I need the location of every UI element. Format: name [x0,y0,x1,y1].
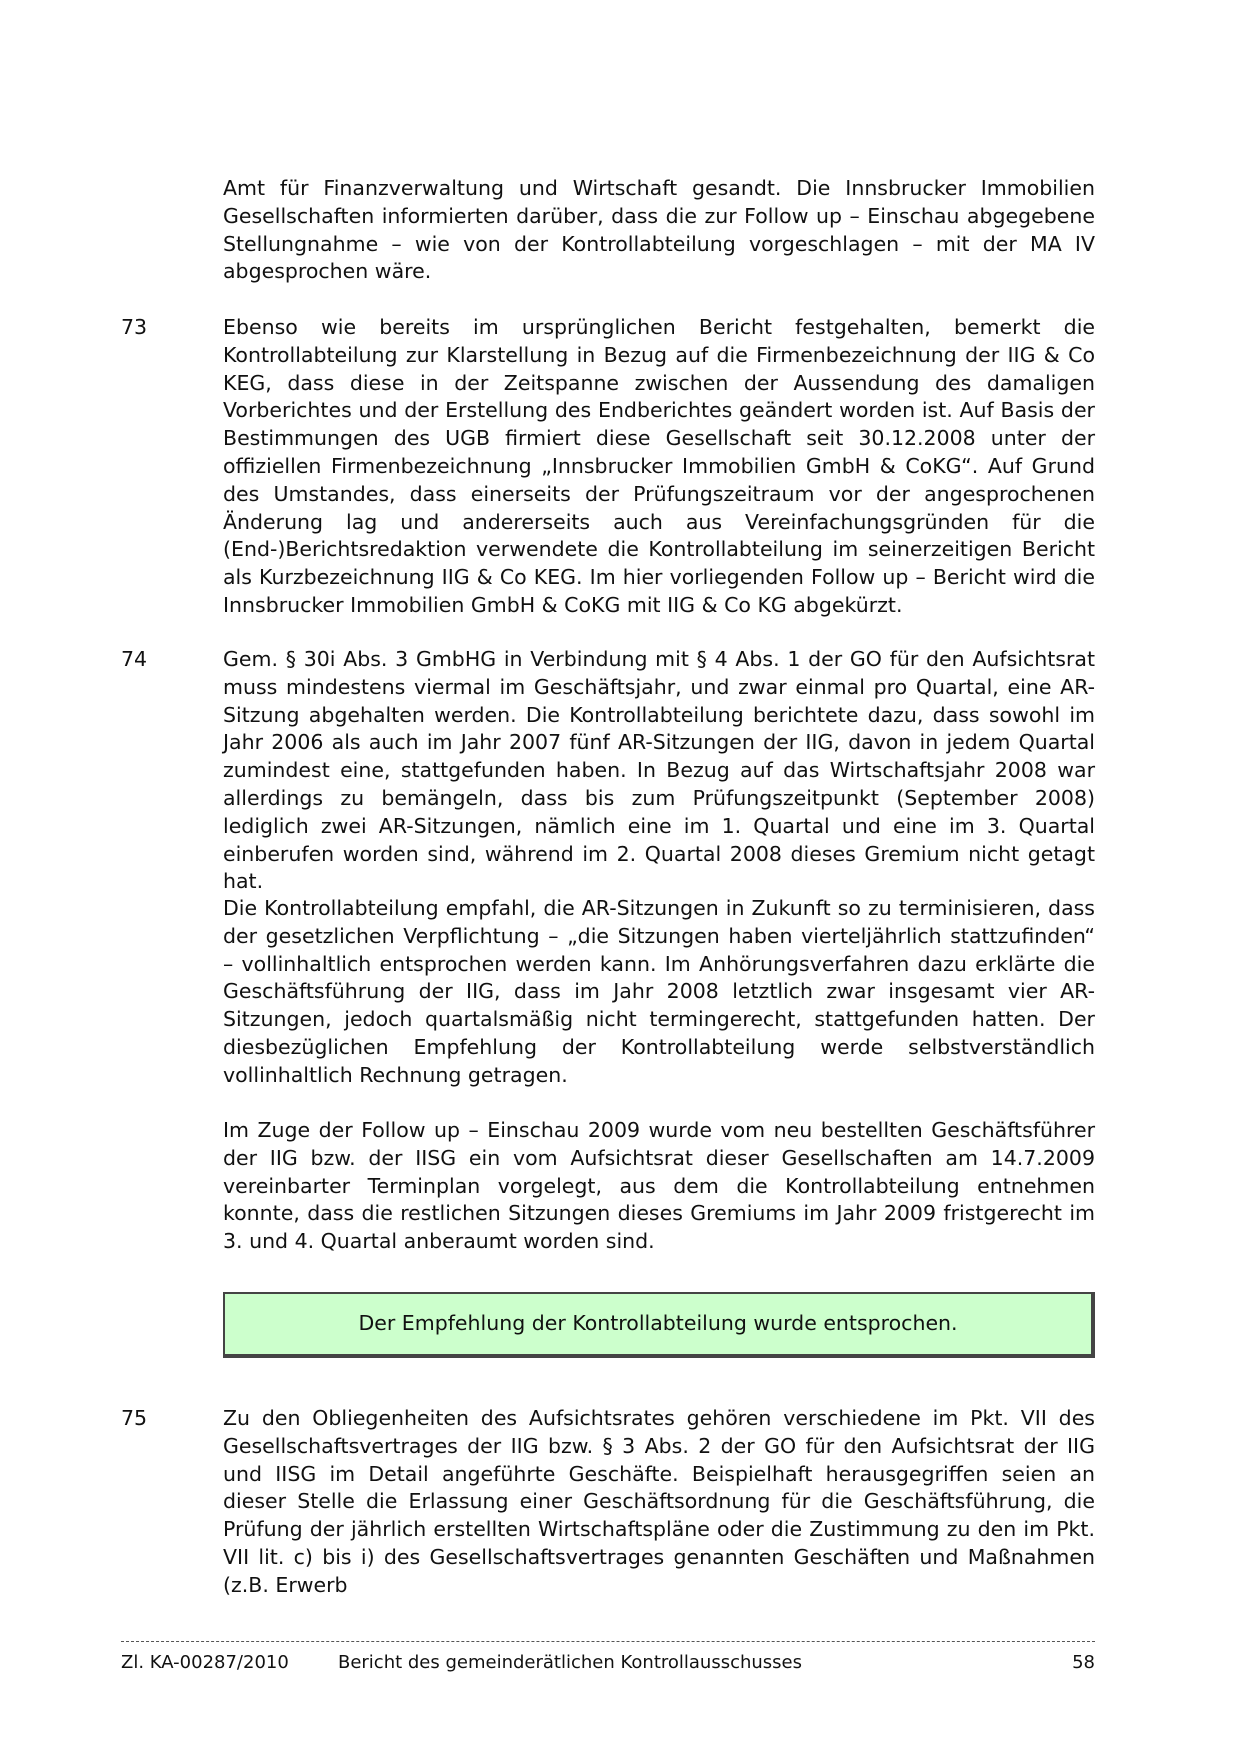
paragraph-73: Ebenso wie bereits im ursprünglichen Bericht festgehalten, bemerkt die Kontrollabteilung zur Klarstellung in Bezug auf die Firmenbezeichnung der IIG & Co KEG, dass diese in der Zeitspanne zwischen der Aussendung des damaligen Vorberichtes und der Erstellung des Endberichtes geändert worden ist. Auf Basis der Bestimmungen des UGB firmiert diese Gesellschaft seit 30.12.2008 unter der offiziellen Firmenbezeichnung „Innsbrucker Immobilien GmbH & CoKG“. Auf Grund des Umstandes, dass einerseits der Prüfungszeitraum vor der angesprochenen Änderung lag und andererseits auch aus Vereinfachungsgründen für die (End-)Berichtsredaktion verwendete die Kontrollabteilung im seinerzeitigen Bericht als Kurzbezeichnung IIG & Co KEG. Im hier vorliegenden Follow up – Bericht wird die Innsbrucker Immobilien GmbH & CoKG mit IIG & Co KG abgekürzt. [223,315,1095,617]
footer-reference: Zl. KA-00287/2010 [121,1652,289,1673]
paragraph-number-73: 73 [121,315,148,339]
recommendation-callout-box [223,1292,1095,1358]
paragraph-75: Zu den Obliegenheiten des Aufsichtsrates gehören verschiedene im Pkt. VII des Gesellschaftsvertrages der IIG bzw. § 3 Abs. 2 der GO für den Aufsichtsrat der IIG und IISG im Detail angeführte Geschäfte. Beispielhaft herausgegriffen seien an dieser Stelle die Erlassung einer Geschäftsordnung für die Geschäftsführung, die Prüfung der jährlich erstellten Wirtschaftspläne oder die Zustimmung zu den im Pkt. VII lit. c) bis i) des Gesellschaftsvertrages genannten Geschäften und Maßnahmen (z.B. Erwerb [223,1406,1095,1597]
footer-page-number: 58 [1072,1652,1095,1673]
paragraph-number-75: 75 [121,1406,148,1430]
paragraph-74-follow-up: Im Zuge der Follow up – Einschau 2009 wurde vom neu bestellten Geschäftsführer der IIG bzw. der IISG ein vom Aufsichtsrat dieser Gesellschaften am 14.7.2009 vereinbarter Terminplan vorgelegt, aus dem die Kontrollabteilung entnehmen konnte, dass die restlichen Sitzungen dieses Gremiums im Jahr 2009 fristgerecht im 3. und 4. Quartal anberaumt worden sind. [223,1118,1095,1254]
paragraph-number-74: 74 [121,647,148,671]
callout-text: Der Empfehlung der Kontrollabteilung wurde entsprochen. [358,1311,958,1336]
paragraph-continuation: Amt für Finanzverwaltung und Wirtschaft gesandt. Die Innsbrucker Immobilien Gesellschaften informierten darüber, dass die zur Follow up – Einschau abgegebene Stellungnahme – wie von der Kontrollabteilung vorgeschlagen – mit der MA IV abgesprochen wäre. [223,176,1095,284]
footer-title: Bericht des gemeinderätlichen Kontrollausschusses [337,1652,803,1673]
paragraph-74-recommendation: Die Kontrollabteilung empfahl, die AR-Sitzungen in Zukunft so zu terminisieren, dass der gesetzlichen Verpflichtung – „die Sitzungen haben vierteljährlich stattzufinden“ – vollinhaltlich entsprochen werden kann. Im Anhörungsverfahren dazu erklärte die Geschäftsführung der IIG, dass im Jahr 2008 letztlich zwar insgesamt vier AR-Sitzungen, jedoch quartalsmäßig nicht termingerecht, stattgefunden hatten. Der diesbezüglichen Empfehlung der Kontrollabteilung werde selbstverständlich vollinhaltlich Rechnung getragen. [223,896,1095,1087]
paragraph-74: Gem. § 30i Abs. 3 GmbHG in Verbindung mit § 4 Abs. 1 der GO für den Aufsichtsrat muss mindestens viermal im Geschäftsjahr, und zwar einmal pro Quartal, eine AR-Sitzung abgehalten werden. Die Kontrollabteilung berichtete dazu, dass sowohl im Jahr 2006 als auch im Jahr 2007 fünf AR-Sitzungen der IIG, davon in jedem Quartal zumindest eine, stattgefunden haben. In Bezug auf das Wirtschaftsjahr 2008 war allerdings zu bemängeln, dass bis zum Prüfungszeitpunkt (September 2008) lediglich zwei AR-Sitzungen, nämlich eine im 1. Quartal und eine im 3. Quartal einberufen worden sind, während im 2. Quartal 2008 dieses Gremium nicht getagt hat. [223,647,1095,894]
footer-divider [121,1641,1095,1642]
